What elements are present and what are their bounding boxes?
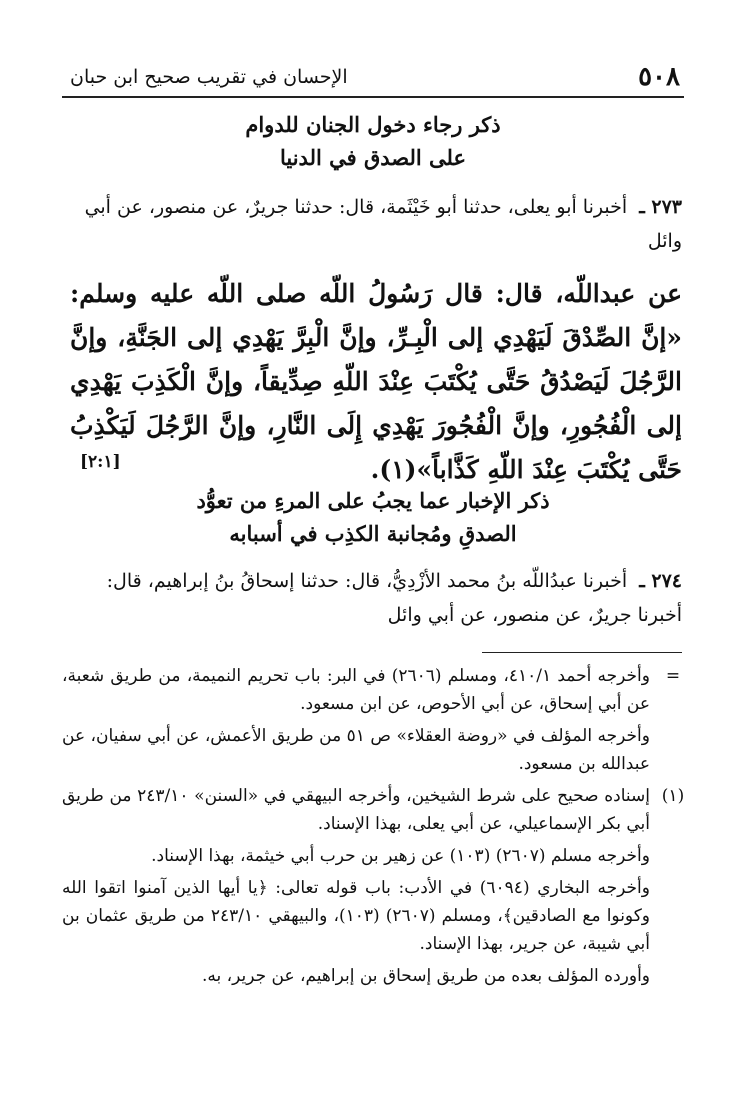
section-heading-1-line1: ذكر رجاء دخول الجنان للدوام (245, 112, 501, 137)
footnote-paragraph: وأخرجه مسلم (٢٦٠٧) (١٠٣) عن زهير بن حرب أبي خيثمة، بهذا الإسناد. (151, 846, 650, 866)
footnote-paragraph: وأخرجه المؤلف في «روضة العقلاء» ص ٥١ من طريق الأعمش، عن أبي سفيان، عن عبدالله بن مسعود. (62, 726, 650, 774)
hadith-273-text: عن عبداللّه، قال: قال رَسُولُ اللّه صلى اللّه عليه وسلم: «إنَّ الصِّدْقَ لَيَهْدِي إلى الْبِـرِّ، وإنَّ الْبِرَّ يَهْدِي إلى الجَنَّةِ، وإنَّ الرَّجُلَ لَيَصْدُقُ حَتَّى يُكْتَبَ عِنْدَ اللّهِ صِدِّيقاً، وإنَّ الْكَذِبَ يَهْدِي إلى الْفُجُورِ، وإنَّ الْفُجُورَ يَهْدِي إِلَى النَّارِ، وإنَّ الرَّجُلَ لَيَكْذِبُ حَتَّى يُكْتَبَ عِنْدَ اللّهِ كَذَّاباً»(١). (70, 279, 682, 484)
footnote-paragraph: وأخرجه أحمد ٤١٠/١، ومسلم (٢٦٠٦) في البر: باب تحريم النميمة، من طريق شعبة، عن أبي إسحاق، عن أبي الأحوص، عن ابن مسعود. (62, 666, 650, 714)
footnote-rule (482, 652, 682, 653)
hadith-274-number: ٢٧٤ ـ (639, 570, 682, 592)
footnote-paragraph: وأورده المؤلف بعده من طريق إسحاق بن إبراهيم، عن جرير، به. (201, 966, 650, 986)
section-heading-1-line2: على الصدق في الدنيا (279, 145, 467, 170)
hadith-273-number: ٢٧٣ ـ (639, 196, 682, 218)
footnotes (62, 662, 692, 994)
footnote-1 (62, 782, 692, 990)
footnote-continuation (62, 662, 692, 778)
hadith-273-chain (70, 190, 682, 258)
continuation-mark: = (665, 666, 681, 686)
section-heading-2-line2: الصدقِ ومُجانبة الكذِب في أسبابه (229, 521, 517, 546)
hadith-274-isnad: أخبرنا عبدُاللّه بنُ محمد الأزْدِيُّ، قال: حدثنا إسحاقُ بنُ إبراهيم، قال: أخبرنا جريرٌ، عن منصور، عن أبي وائل (106, 570, 682, 626)
section-heading-1 (62, 112, 684, 170)
running-header (70, 58, 680, 98)
section-heading-2-line1: ذكر الإخبار عما يجبُ على المرءِ من تعوُّد (196, 488, 550, 513)
running-title: الإحسان في تقريب صحيح ابن حبان (70, 66, 348, 88)
hadith-273-isnad: أخبرنا أبو يعلى، حدثنا أبو خَيْثَمة، قال: حدثنا جريرٌ، عن منصور، عن أبي وائل (84, 196, 682, 252)
header-rule (62, 96, 684, 98)
footnote-paragraph: إسناده صحيح على شرط الشيخين، وأخرجه البيهقي في «السنن» ٢٤٣/١٠ من طريق أبي بكر الإسماعيلي، عن أبي يعلى، بهذا الإسناد. (62, 786, 650, 834)
hadith-274-chain (70, 564, 682, 632)
page-number: ٥٠٨ (638, 62, 680, 92)
section-heading-2 (62, 488, 684, 546)
hadith-273-reference: [٢:١] (80, 452, 121, 472)
footnote-paragraph: وأخرجه البخاري (٦٠٩٤) في الأدب: باب قوله تعالى: ﴿يا أيها الذين آمنوا اتقوا الله وكونوا مع الصادقين﴾، ومسلم (٢٦٠٧) (١٠٣)، والبيهقي ٢٤٣/١٠ من طريق عثمان بن أبي شيبة، عن جرير، بهذا الإسناد. (62, 878, 651, 954)
footnote-1-marker: (١) (661, 786, 685, 806)
